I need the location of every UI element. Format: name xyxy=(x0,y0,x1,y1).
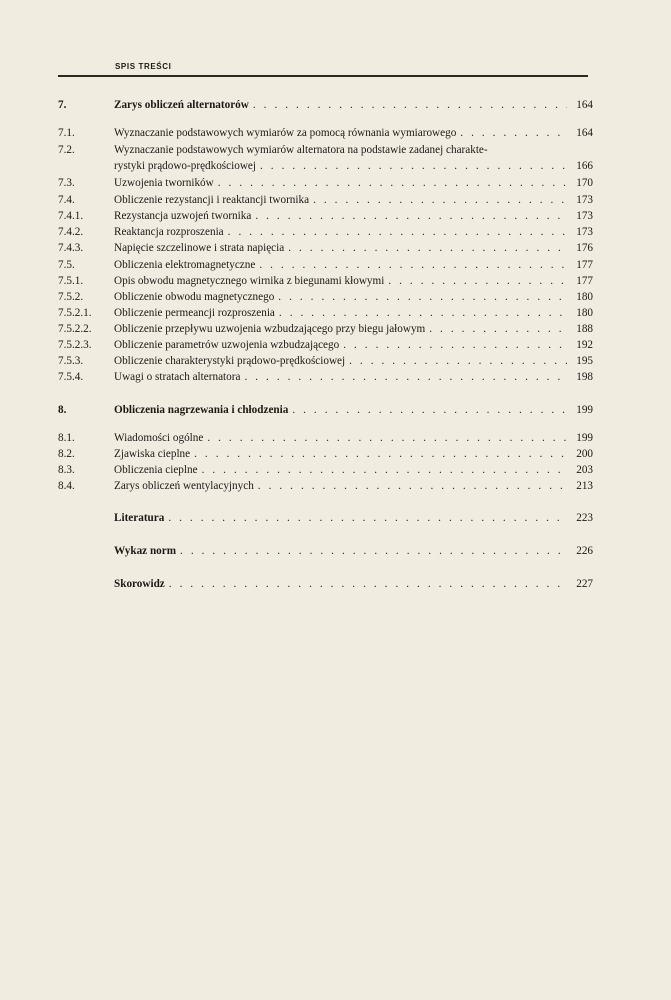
leader-dots xyxy=(425,322,567,336)
toc-entry-7-1[interactable] xyxy=(58,126,593,142)
toc-number: 8.4. xyxy=(58,480,75,492)
toc-title: Reaktancja rozproszenia xyxy=(114,226,224,238)
toc-number: 7.4. xyxy=(58,194,75,206)
toc-entry-7-5-2-3[interactable] xyxy=(58,338,593,354)
leader-dots xyxy=(165,577,567,591)
toc-page: 195 xyxy=(576,355,593,367)
toc-entry-8-1[interactable] xyxy=(58,431,593,447)
toc-title: Obliczenie charakterystyki prądowo-prędkościowej xyxy=(114,355,346,367)
leader-dots xyxy=(288,403,567,417)
toc-entry-7-4[interactable] xyxy=(58,193,593,209)
toc-page: 198 xyxy=(576,371,593,383)
toc-number: 8.1. xyxy=(58,432,75,444)
toc-page: 226 xyxy=(576,545,593,557)
toc-page: 192 xyxy=(576,339,593,351)
leader-dots xyxy=(224,225,567,239)
toc-title: Obliczenie przepływu uzwojenia wzbudzającego przy biegu jałowym xyxy=(114,323,426,335)
toc-title: Rezystancja uzwojeń twornika xyxy=(114,210,252,222)
running-header: SPIS TREŚCI xyxy=(115,62,172,71)
toc-wykaz-norm[interactable] xyxy=(58,544,593,560)
toc-number: 7.2. xyxy=(58,144,75,156)
toc-entry-7-5-2-1[interactable] xyxy=(58,306,593,322)
toc-number: 7.5.2.1. xyxy=(58,307,92,319)
toc-title: Wyznaczanie podstawowych wymiarów za pomocą równania wymiarowego xyxy=(114,127,457,139)
toc-page: 203 xyxy=(576,464,593,476)
toc-title: Literatura xyxy=(114,512,165,524)
toc-chapter-8[interactable] xyxy=(58,403,593,419)
toc-number: 7.4.3. xyxy=(58,242,84,254)
leader-dots xyxy=(456,126,567,140)
toc-page: 177 xyxy=(576,259,593,271)
toc-number: 8. xyxy=(58,404,67,416)
leader-dots xyxy=(384,274,567,288)
toc-title: Obliczenie rezystancji i reaktancji twornika xyxy=(114,194,310,206)
leader-dots xyxy=(339,338,567,352)
leader-dots xyxy=(256,159,567,173)
toc-title-continuation: rystyki prądowo-prędkościowej xyxy=(114,160,256,172)
toc-number: 7.4.1. xyxy=(58,210,84,222)
toc-page: 176 xyxy=(576,242,593,254)
toc-entry-7-5-4[interactable] xyxy=(58,370,593,386)
toc-entry-8-3[interactable] xyxy=(58,463,593,479)
toc-entry-7-4-2[interactable] xyxy=(58,225,593,241)
toc-page: 180 xyxy=(576,307,593,319)
toc-title: Obliczenie permeancji rozproszenia xyxy=(114,307,275,319)
toc-entry-7-2[interactable] xyxy=(58,143,593,159)
toc-number: 7.5.4. xyxy=(58,371,84,383)
toc-title: Napięcie szczelinowe i strata napięcia xyxy=(114,242,285,254)
toc-title: Wyznaczanie podstawowych wymiarów alternatora na podstawie zadanej charakte- xyxy=(114,144,488,156)
leader-dots xyxy=(203,431,567,445)
toc-title: Zarys obliczeń alternatorów xyxy=(114,99,249,111)
leader-dots xyxy=(284,241,567,255)
toc-title: Uzwojenia tworników xyxy=(114,177,214,189)
toc-title: Obliczenia cieplne xyxy=(114,464,198,476)
toc-number: 7.5.1. xyxy=(58,275,84,287)
toc-number: 7.5.2. xyxy=(58,291,84,303)
toc-page: 164 xyxy=(576,99,593,111)
leader-dots xyxy=(309,193,567,207)
toc-title: Obliczenie parametrów uzwojenia wzbudzającego xyxy=(114,339,340,351)
toc-literatura[interactable] xyxy=(58,511,593,527)
leader-dots xyxy=(249,98,567,112)
toc-entry-8-2[interactable] xyxy=(58,447,593,463)
leader-dots xyxy=(164,511,567,525)
toc-page: 170 xyxy=(576,177,593,189)
leader-dots xyxy=(255,258,567,272)
toc-page: 173 xyxy=(576,226,593,238)
toc-page: 199 xyxy=(576,432,593,444)
toc-title: Opis obwodu magnetycznego wirnika z biegunami kłowymi xyxy=(114,275,385,287)
toc-page: 188 xyxy=(576,323,593,335)
toc-number: 7. xyxy=(58,99,67,111)
toc-page: 177 xyxy=(576,275,593,287)
toc-title: Zarys obliczeń wentylacyjnych xyxy=(114,480,254,492)
toc-title: Wykaz norm xyxy=(114,545,177,557)
toc-title: Obliczenia elektromagnetyczne xyxy=(114,259,256,271)
toc-title: Uwagi o stratach alternatora xyxy=(114,371,241,383)
toc-page: 173 xyxy=(576,210,593,222)
toc-entry-7-5-3[interactable] xyxy=(58,354,593,370)
toc-page: 200 xyxy=(576,448,593,460)
leader-dots xyxy=(176,544,567,558)
leader-dots xyxy=(190,447,567,461)
leader-dots xyxy=(240,370,567,384)
toc-number: 7.5.3. xyxy=(58,355,84,367)
leader-dots xyxy=(274,290,567,304)
toc-number: 7.4.2. xyxy=(58,226,84,238)
leader-dots xyxy=(254,479,567,493)
leader-dots xyxy=(251,209,567,223)
toc-number: 8.3. xyxy=(58,464,75,476)
leader-dots xyxy=(275,306,567,320)
toc-page: 166 xyxy=(576,160,593,172)
toc-entry-7-3[interactable] xyxy=(58,176,593,192)
toc-page: 173 xyxy=(576,194,593,206)
header-rule xyxy=(58,75,588,77)
toc-title: Obliczenie obwodu magnetycznego xyxy=(114,291,275,303)
toc-number: 7.5.2.3. xyxy=(58,339,92,351)
toc-title: Zjawiska cieplne xyxy=(114,448,191,460)
leader-dots xyxy=(345,354,567,368)
toc-number: 7.5. xyxy=(58,259,75,271)
toc-entry-7-4-3[interactable] xyxy=(58,241,593,257)
toc-entry-7-5[interactable] xyxy=(58,258,593,274)
toc-entry-7-4-1[interactable] xyxy=(58,209,593,225)
toc-number: 7.3. xyxy=(58,177,75,189)
toc-number: 8.2. xyxy=(58,448,75,460)
toc-title: Obliczenia nagrzewania i chłodzenia xyxy=(114,404,289,416)
leader-dots xyxy=(198,463,567,477)
toc-page: 223 xyxy=(576,512,593,524)
toc-number: 7.1. xyxy=(58,127,75,139)
toc-page: 164 xyxy=(576,127,593,139)
toc-entry-8-4[interactable] xyxy=(58,479,593,495)
toc-skorowidz[interactable] xyxy=(58,577,593,593)
toc-entry-7-5-1[interactable] xyxy=(58,274,593,290)
toc-page: 227 xyxy=(576,578,593,590)
toc-page: 213 xyxy=(576,480,593,492)
leader-dots xyxy=(214,176,567,190)
toc-entry-7-2-continuation[interactable] xyxy=(114,159,593,175)
toc-page: 180 xyxy=(576,291,593,303)
toc-chapter-7[interactable] xyxy=(58,98,593,114)
toc-title: Skorowidz xyxy=(114,578,165,590)
toc-number: 7.5.2.2. xyxy=(58,323,92,335)
toc-entry-7-5-2-2[interactable] xyxy=(58,322,593,338)
toc-page: 199 xyxy=(576,404,593,416)
toc-title: Wiadomości ogólne xyxy=(114,432,204,444)
toc-entry-7-5-2[interactable] xyxy=(58,290,593,306)
